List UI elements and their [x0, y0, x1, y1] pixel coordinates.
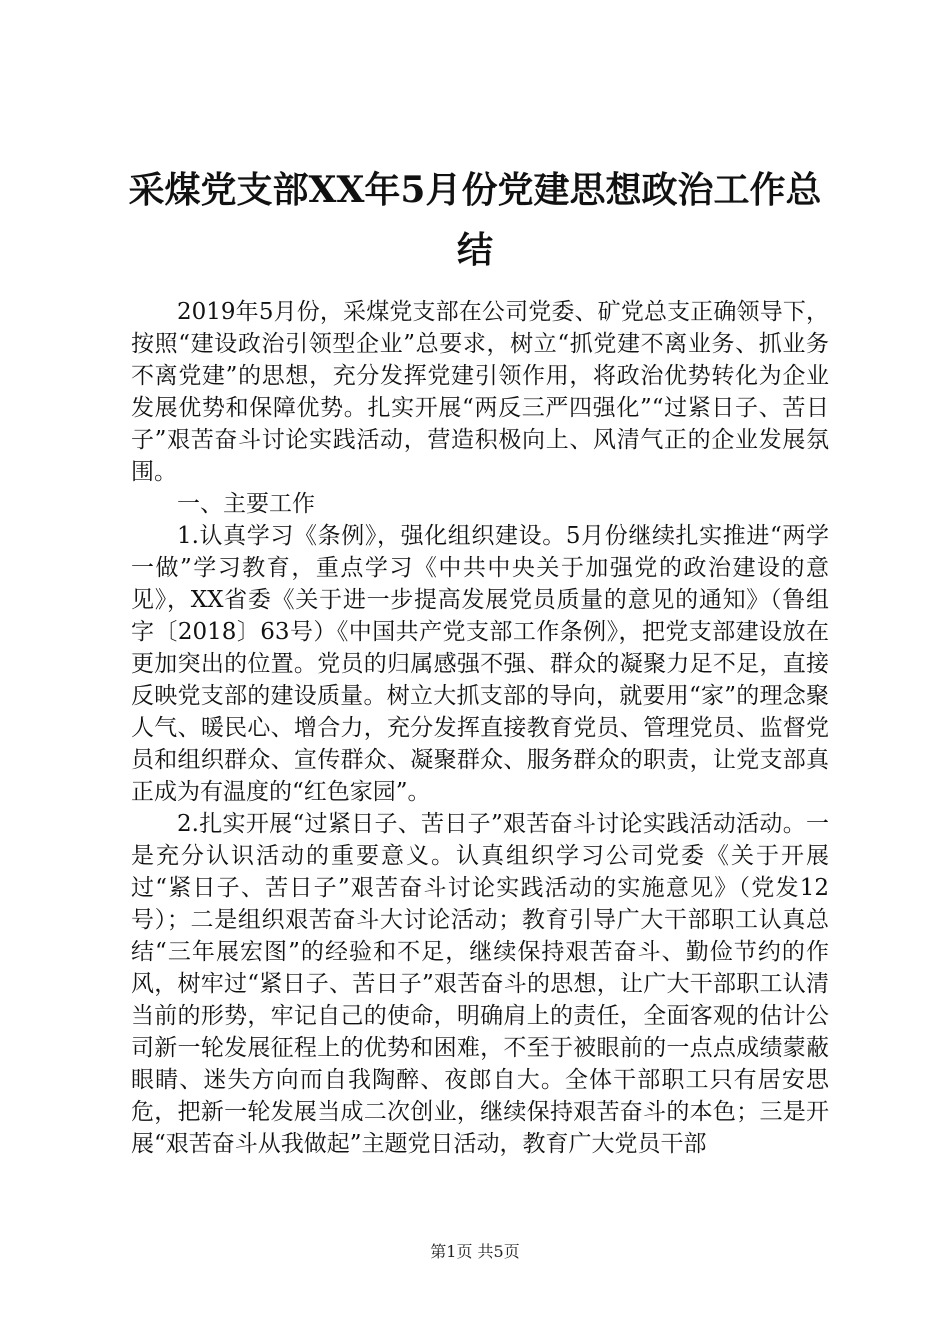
intro-paragraph: 2019年5月份，采煤党支部在公司党委、矿党总支正确领导下，按照“建设政治引领型企业”总要求，树立“抓党建不离业务、抓业务不离党建”的思想，充分发挥党建引领作用，将政治优势转化为企业发展优势和保障优势。扎实开展“两反三严四强化”“过紧日子、苦日子”艰苦奋斗讨论实践活动，营造积极向上、风清气正的企业发展氛围。 — [131, 299, 829, 485]
document-title: 采煤党支部XX年5月份党建思想政治工作总结 — [128, 169, 822, 271]
work-item-1-paragraph: 1.认真学习《条例》，强化组织建设。5月份继续扎实推进“两学一做”学习教育，重点学习《中共中央关于加强党的政治建设的意见》，XX省委《关于进一步提高发展党员质量的意见的通知》（鲁组字〔2018〕63号）《中国共产党支部工作条例》，把党支部建设放在更加突出的位置。党员的归属感强不强、群众的凝聚力足不足，直接反映党支部的建设质量。树立大抓支部的导向，就要用“家”的理念聚人气、暖民心、增合力，充分发挥直接教育党员、管理党员、监督党员和组织群众、宣传群众、凝聚群众、服务群众的职责，让党支部真正成为有温度的“红色家园”。 — [131, 523, 829, 805]
document-body — [131, 296, 829, 1160]
page-number-footer: 第1页 共5页 — [430, 1242, 520, 1261]
work-item-2-paragraph: 2.扎实开展“过紧日子、苦日子”艰苦奋斗讨论实践活动活动。一是充分认识活动的重要意义。认真组织学习公司党委《关于开展过“紧日子、苦日子”艰苦奋斗讨论实践活动的实施意见》（党发12号）；二是组织艰苦奋斗大讨论活动；教育引导广大干部职工认真总结“三年展宏图”的经验和不足，继续保持艰苦奋斗、勤俭节约的作风，树牢过“紧日子、苦日子”艰苦奋斗的思想，让广大干部职工认清当前的形势，牢记自己的使命，明确肩上的责任，全面客观的估计公司新一轮发展征程上的优势和困难，不至于被眼前的一点点成绩蒙蔽眼睛、迷失方向而自我陶醉、夜郎自大。全体干部职工只有居安思危，把新一轮发展当成二次创业，继续保持艰苦奋斗的本色；三是开展“艰苦奋斗从我做起”主题党日活动，教育广大党员干部 — [131, 811, 829, 1157]
section-heading-main-work: 一、主要工作 — [177, 491, 315, 517]
